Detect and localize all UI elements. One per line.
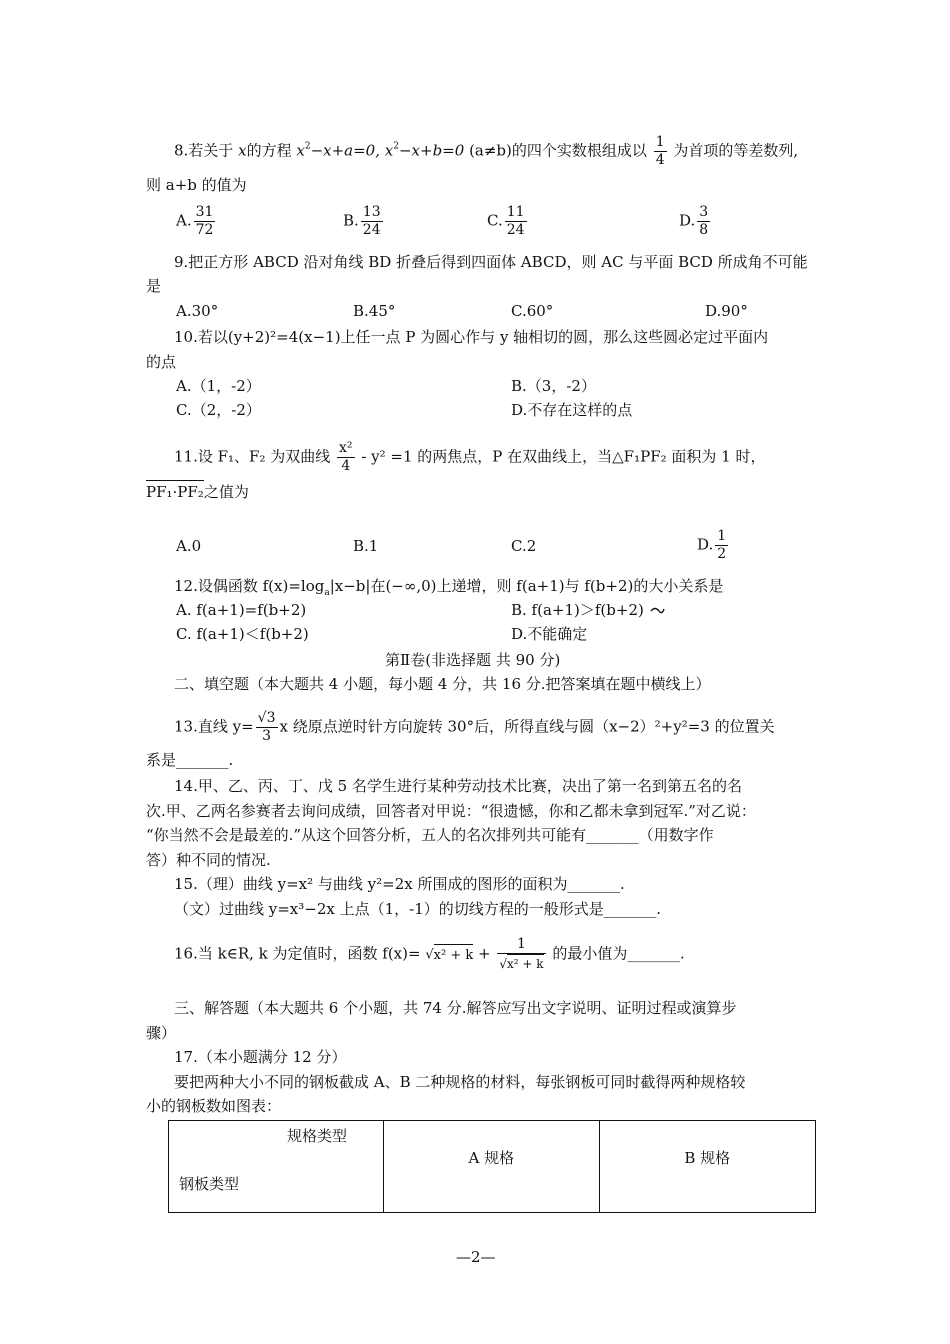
q9-line1: 9.把正方形 ABCD 沿对角线 BD 折叠后得到四面体 ABCD，则 AC 与平面 BCD 所成角不可能 <box>174 253 808 271</box>
q10-option-d: D.不存在这样的点 <box>511 401 633 419</box>
q11-line2: PF₁·PF₂之值为 <box>146 480 249 502</box>
q8-line1: 8.若关于 x的方程 $x^2-x+a=0$, $x^2-x+b=0$ (a≠b)的四个实数根组成以 $\frac{1}{4}$ 为首项的等差数列, <box>174 134 799 168</box>
q11-option-c: C.2 <box>511 537 537 555</box>
q11-option-b: B.1 <box>353 537 379 555</box>
q16-line1: 16.当 k∈R, k 为定值时，函数 f(x)= √x² + k + $\frac{1}{\text{√x² + k}}$ 的最小值为_______. <box>174 936 685 971</box>
q13-line2: 系是_______. <box>146 751 234 769</box>
column-a-header: A 规格 <box>384 1121 600 1213</box>
part-3-line1: 三、解答题（本大题共 6 个小题，共 74 分.解答应写出文字说明、证明过程或演算步 <box>174 999 737 1017</box>
q10-option-b: B.（3，-2） <box>511 377 596 395</box>
q10-option-a: A.（1，-2） <box>176 377 261 395</box>
q9-option-b: B.45° <box>353 302 396 320</box>
q11-frac: $\frac{\text{x²}}{4}$ <box>339 440 353 474</box>
q8-option-a: A. $\frac{31}{72}$ <box>176 204 214 238</box>
q9-option-a: A.30° <box>176 302 219 320</box>
q8-line2: 则 a+b 的值为 <box>146 176 247 194</box>
q12-option-c: C. f(a+1)＜f(b+2) <box>176 625 309 643</box>
part-2-heading: 二、填空题（本大题共 4 小题，每小题 4 分，共 16 分.把答案填在题中横线上） <box>174 675 711 693</box>
q14-line3: “你当然不会是最差的.”从这个回答分析，五人的名次排列共可能有_______（用数字作 <box>146 826 714 844</box>
q12-option-d: D.不能确定 <box>511 625 588 643</box>
q10-option-c: C.（2，-2） <box>176 401 261 419</box>
q9-option-c: C.60° <box>511 302 554 320</box>
q8-option-b: B. $\frac{13}{24}$ <box>343 204 381 238</box>
q10-line1: 10.若以(y+2)²=4(x−1)上任一点 P 为圆心作与 y 轴相切的圆，那么这些圆必定过平面内 <box>174 328 769 346</box>
q12-option-b: B. f(a+1)＞f(b+2) <box>511 600 665 620</box>
page-number: —2— <box>456 1248 496 1266</box>
q17-heading: 17.（本小题满分 12 分） <box>174 1048 347 1066</box>
q15-line2: （文）过曲线 y=x³−2x 上点（1，-1）的切线方程的一般形式是_______. <box>174 900 662 918</box>
section-2-title: 第Ⅱ卷(非选择题 共 90 分) <box>385 651 561 669</box>
q11-line1: 11.设 F₁、F₂ 为双曲线 $\frac{\text{x²}}{4}$ - y² =1 的两焦点，P 在双曲线上，当△F₁PF₂ 面积为 1 时， <box>174 440 766 474</box>
q15-line1: 15.（理）曲线 y=x² 与曲线 y²=2x 所围成的图形的面积为_______. <box>174 875 625 893</box>
mark-icon <box>649 605 665 617</box>
q14-line4: 答）种不同的情况. <box>146 851 271 869</box>
q8-option-d: D. $\frac{3}{8}$ <box>679 204 709 238</box>
table-corner-cell <box>169 1121 384 1213</box>
q9-line2: 是 <box>146 277 162 295</box>
q17-line2: 要把两种大小不同的钢板截成 A、B 二种规格的材料，每张钢板可同时截得两种规格较 <box>174 1073 746 1091</box>
corner-top-label: 规格类型 <box>287 1127 348 1145</box>
q8-option-c: C. $\frac{11}{24}$ <box>487 204 525 238</box>
q8-frac: $\frac{1}{4}$ <box>655 134 665 168</box>
part-3-line2: 骤） <box>146 1024 177 1042</box>
q12-line1: 12.设偶函数 $f(x)=\log_a|x-b|$在(−∞,0)上递增，则 f(a+1)与 f(b+2)的大小关系是 <box>174 577 724 598</box>
q17-line3: 小的钢板数如图表： <box>146 1097 282 1115</box>
vector-pf1: PF₁ <box>146 480 173 502</box>
q14-line2: 次.甲、乙两名参赛者去询问成绩，回答者对甲说：“很遗憾，你和乙都未拿到冠军.”对乙说： <box>146 802 756 820</box>
vector-pf2: ·PF₂ <box>173 480 204 502</box>
q12-option-a: A. f(a+1)=f(b+2) <box>176 601 307 619</box>
corner-bottom-label: 钢板类型 <box>179 1175 240 1193</box>
column-b-header: B 规格 <box>599 1121 815 1213</box>
q9-option-d: D.90° <box>705 302 748 320</box>
q10-line2: 的点 <box>146 353 177 371</box>
table-header-row <box>169 1121 816 1213</box>
q14-line1: 14.甲、乙、丙、丁、戊 5 名学生进行某种劳动技术比赛，决出了第一名到第五名的名 <box>174 777 742 795</box>
q13-line1: 13.直线 y= $\frac{√3}{3}$ x 绕原点逆时针方向旋转 30°后，所得直线与圆（x−2）²+y²=3 的位置关 <box>174 710 775 744</box>
q11-option-d: D. $\frac{1}{2}$ <box>697 528 727 562</box>
q11-option-a: A.0 <box>176 537 202 555</box>
steel-spec-table <box>168 1120 816 1213</box>
